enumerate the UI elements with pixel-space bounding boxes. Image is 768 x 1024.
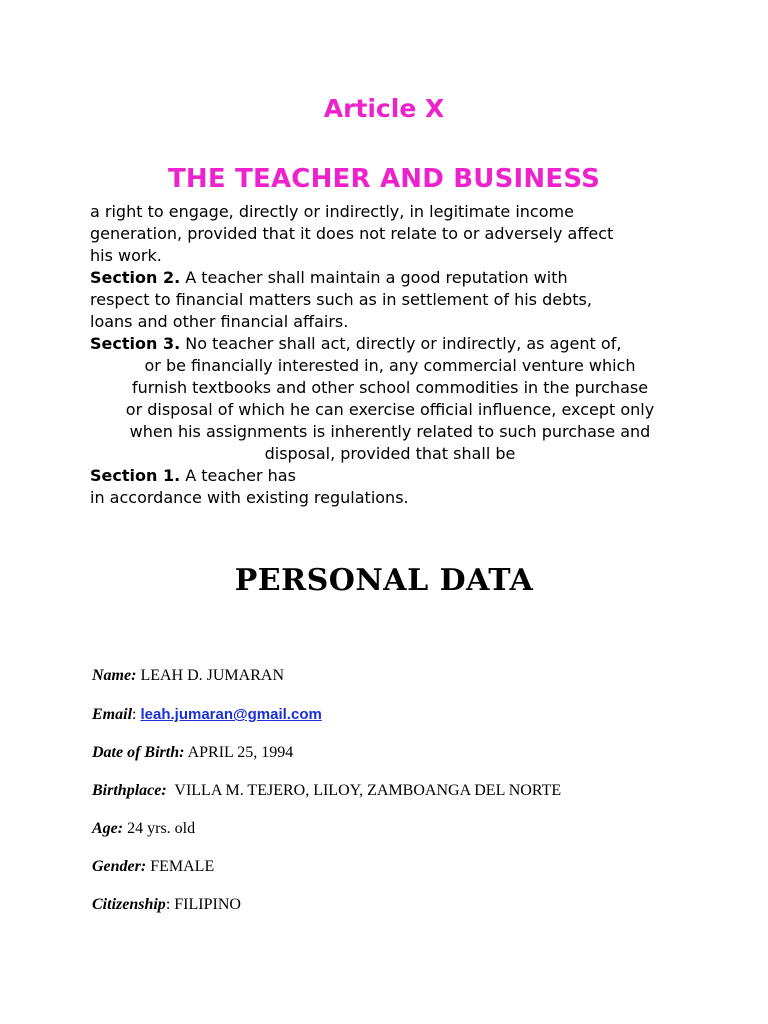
gender-row — [92, 858, 214, 876]
section-1-label: Section 1. — [90, 466, 181, 485]
gender-label: Gender: — [92, 858, 147, 875]
paragraph-line: or be financially interested in, any commercial venture which — [144, 356, 636, 375]
citizenship-separator: : — [165, 896, 175, 913]
birthplace-row — [92, 782, 561, 800]
paragraph-line: disposal, provided that shall be — [264, 444, 516, 463]
name-label: Name: — [92, 667, 137, 684]
article-number: Article X — [323, 94, 445, 123]
paragraph-line: loans and other financial affairs. — [90, 312, 349, 331]
section-2-line — [90, 267, 690, 289]
email-row — [92, 706, 322, 724]
citizenship-value: FILIPINO — [174, 896, 241, 913]
section-3-line — [90, 333, 690, 355]
paragraph-line: when his assignments is inherently related to such purchase and — [129, 422, 651, 441]
paragraph-line: generation, provided that it does not relate to or adversely affect — [90, 224, 614, 243]
paragraph-line: furnish textbooks and other school commodities in the purchase — [131, 378, 649, 397]
dob-value: APRIL 25, 1994 — [184, 744, 294, 761]
birthplace-value: VILLA M. TEJERO, LILOY, ZAMBOANGA DEL NORTE — [166, 782, 562, 799]
age-label: Age: — [92, 820, 124, 837]
email-separator: : — [132, 706, 141, 723]
paragraph-line: respect to financial matters such as in settlement of his debts, — [90, 290, 592, 309]
paragraph-line: a right to engage, directly or indirectly, in legitimate income — [90, 202, 574, 221]
article-body — [90, 201, 690, 509]
citizenship-label: Citizenship — [92, 896, 166, 913]
email-link[interactable]: leah.jumaran@gmail.com — [140, 706, 322, 723]
paragraph-line: in accordance with existing regulations. — [90, 488, 409, 507]
paragraph-line: or disposal of which he can exercise official influence, except only — [125, 400, 655, 419]
citizenship-row — [92, 896, 241, 914]
name-value: LEAH D. JUMARAN — [136, 667, 284, 684]
dob-row — [92, 744, 293, 762]
article-title: THE TEACHER AND BUSINESS — [167, 164, 601, 194]
section-3-text: No teacher shall act, directly or indirectly, as agent of, — [180, 334, 622, 353]
gender-value: FEMALE — [146, 858, 215, 875]
section-3-label: Section 3. — [90, 334, 181, 353]
paragraph-line: his work. — [90, 246, 162, 265]
personal-data-heading: PERSONAL DATA — [234, 563, 534, 598]
birthplace-label: Birthplace: — [92, 782, 167, 799]
section-2-label: Section 2. — [90, 268, 181, 287]
email-label: Email — [92, 706, 133, 723]
section-1-line — [90, 465, 690, 487]
section-1-text: A teacher has — [180, 466, 296, 485]
section-2-text: A teacher shall maintain a good reputation with — [180, 268, 568, 287]
name-row — [92, 667, 284, 685]
age-value: 24 yrs. old — [123, 820, 196, 837]
age-row — [92, 820, 195, 838]
dob-label: Date of Birth: — [92, 744, 185, 761]
